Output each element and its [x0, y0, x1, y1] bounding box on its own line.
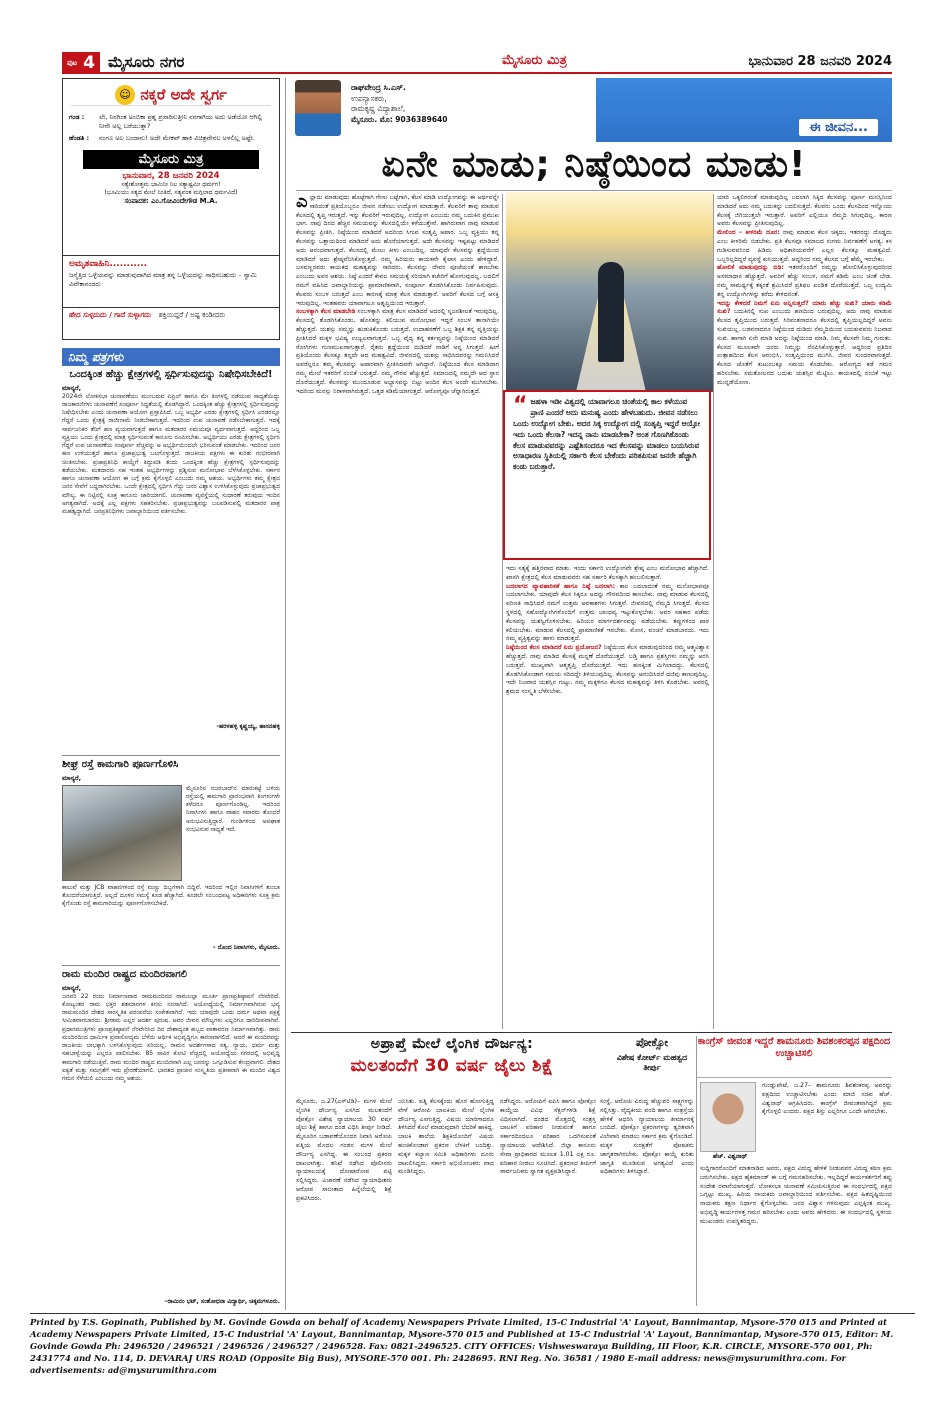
- news-headline-line1: ಅಪ್ರಾಪ್ತೆ ಮೇಲೆ ಲೈಂಗಿಕ ದೌರ್ಜನ್ಯ:: [370, 1036, 534, 1052]
- joke-box: [62, 78, 280, 256]
- quote-box: [62, 256, 280, 308]
- news-column-6: ಸುದ್ದಿಗಾರರೊಂದಿಗೆ ಮಾತನಾಡಿದ ಅವರು, ಪಕ್ಷದ ವಿರುದ್ಧ ಹೇಳಿಕೆ ನೀಡುವವರ ವಿರುದ್ಧ ಕಠಿಣ ಕ್ರಮ ಜರುಗಿಸಬೇಕು. ಪಕ್ಷದ ಹೈಕಮಾಂಡ್ ಈ ಬಗ್ಗೆ ಗಮನಹರಿಸಬೇಕು. ಇಲ್ಲದಿದ್ದರೆ ಕಾರ್ಯಕರ್ತರಿಗೆ ತಪ್ಪು ಸಂದೇಶ ರವಾನೆಯಾಗುತ್ತದೆ. ಲೋಕಸಭಾ ಚುನಾವಣೆ ಸಮೀಪಿಸುತ್ತಿರುವ ಈ ಸಂದರ್ಭದಲ್ಲಿ ಪಕ್ಷದ ಒಗ್ಗಟ್ಟು ಮುಖ್ಯ. ಹಿರಿಯ ನಾಯಕರು ಜವಾಬ್ದಾರಿಯಿಂದ ವರ್ತಿಸಬೇಕು. ಪಕ್ಷದ ಹಿತದೃಷ್ಟಿಯಿಂದ ನಾಯಕರು ತಕ್ಷಣ ನಿರ್ಧಾರ ಕೈಗೊಳ್ಳಬೇಕು. ಜನರ ವಿಶ್ವಾಸ ಗಳಿಸುವುದು ಎಲ್ಲಕ್ಕಿಂತ ಮುಖ್ಯ. ಅಭಿವೃದ್ಧಿ ಕಾರ್ಯಗಳತ್ತ ಗಮನ ಹರಿಸಬೇಕು ಎಂದು ಅವರು ಹೇಳಿದರು. ಈ ಸಂದರ್ಭದಲ್ಲಿ ಸ್ಥಳೀಯ ಮುಖಂಡರು ಉಪಸ್ಥಿತರಿದ್ದರು.: [700, 1165, 892, 1225]
- kicker-line2: ವಿಶೇಷ ಕೋರ್ಟ್ ಮಹತ್ವದ ತೀರ್ಪು: [616, 1053, 688, 1072]
- letters-section-header: ನಿಮ್ಮ ಪತ್ರಗಳು: [62, 348, 280, 366]
- letter-body-continued: ಕಾಲುವೆ ಮತ್ತು JCB ವಾಹನಗಳಿಂದ ರಸ್ತೆ ಮಣ್ಣು ದಿಬ್ಬಗಳಾಗಿ ಬಿದ್ದಿವೆ. ಇದರಿಂದ ಇಲ್ಲಿನ ನಿವಾಸಿಗಳಿಗೆ ತುಂಬಾ ತೊಂದರೆಯಾಗುತ್ತಿದೆ. ಅಲ್ಲದೆ ದೂಳಿನ ಸಮಸ್ಯೆ ಕೂಡ ಹೆಚ್ಚಾಗಿದೆ. ಕೂಡಲೇ ಸಂಬಂಧಪಟ್ಟ ಅಧಿಕಾರಿಗಳು ಸೂಕ್ತ ಕ್ರಮ ಕೈಗೊಂಡು ರಸ್ತೆ ಕಾಮಗಾರಿಯನ್ನು ಪೂರ್ಣಗೊಳಿಸಬೇಕಿದೆ.: [62, 883, 280, 908]
- news-column-1: ಮೈಸೂರು, ಜ.27(ಎಸ್‌ಟಿಡಿ)– ಮಗಳ ಮೇಲೆ ಲೈಂಗಿಕ ದೌರ್ಜನ್ಯ ಎಸಗಿದ ಮಲತಂದೆಗೆ ಪೋಕ್ಸೋ ವಿಶೇಷ ನ್ಯಾಯಾಲಯ 30 ವರ್ಷ ಜೈಲು ಶಿಕ್ಷೆ ಹಾಗೂ ದಂಡ ವಿಧಿಸಿ ತೀರ್ಪು ನೀಡಿದೆ. ಮೈಸೂರಿನ ಬಡಾವಣೆಯೊಂದರ ನಿವಾಸಿ ಆರೋಪಿ ಪತ್ನಿಯ ಮೊದಲ ಗಂಡನ ಮಗಳ ಮೇಲೆ ದೌರ್ಜನ್ಯ ಎಸಗಿದ್ದ. ಈ ಸಂಬಂಧ ಪ್ರಕರಣ ದಾಖಲಾಗಿತ್ತು. ತನಿಖೆ ನಡೆಸಿದ ಪೊಲೀಸರು ನ್ಯಾಯಾಲಯಕ್ಕೆ ದೋಷಾರೋಪ ಪಟ್ಟಿ ಸಲ್ಲಿಸಿದ್ದರು. ವಿಚಾರಣೆ ನಡೆಸಿದ ನ್ಯಾಯಾಧೀಶರು ಆರೋಪ ಸಾಬೀತಾದ ಹಿನ್ನೆಲೆಯಲ್ಲಿ ಶಿಕ್ಷೆ ಪ್ರಕಟಿಸಿದರು.: [296, 1098, 392, 1202]
- article-illustration: [506, 192, 713, 392]
- masthead-motto-translation: (ಭೂಮಿಯು ಸತ್ಯದ ಮೇಲೆ ನಿಂತಿದೆ, ಸತ್ಯವಂತ ಮಗ್ಗಿಲಾದ ಧರ್ಮವಿದೆ): [104, 189, 238, 197]
- joke-title: ☺ ನಕ್ಕರೆ ಅದೇ ಸ್ವರ್ಗ: [71, 85, 271, 106]
- author-phone: ಮೈಸೂರು. ಮೊ: 9036389640: [351, 115, 448, 125]
- column-tag: ಈ ಜೀವನ...: [799, 119, 878, 136]
- author-name: ರಾಘವೇಂದ್ರ ಸಿ.ಎಸ್.: [351, 83, 406, 92]
- quote-box-title: ಅಮೃತವಾಹಿನಿ...........: [69, 259, 148, 269]
- quote-box-text: ಜನ್ಮೆತ್ತಿದ ಒಳ್ಳೆಯವನ್ನು ಮಾಡುವುದಾಗಿದ ಮಾತ್ರ ತನ್ನ ಒಳ್ಳೆಯದನ್ನು ಸಾಧಿಸಬಹುದು – ಸ್ವಾಮಿ ವಿವೇಕಾನಂದರು: [69, 271, 257, 288]
- author-school: ರಾಮಕೃಷ್ಣ ವಿದ್ಯಾಶಾಲೆ,: [351, 104, 406, 114]
- author-photo: [295, 80, 341, 136]
- news-column-3: ನಡೆಸಿದ್ದರು. ಅರೋಪಿಗೆ ಐಪಿಸಿ ಹಾಗೂ ಪೋಕ್ಸೋ ಕಾಯ್ದೆಯ ವಿವಿಧ ಸೆಕ್ಷನ್‌ಗಳಡಿ ಶಿಕ್ಷೆ ವಿಧಿಸಲಾಗಿದೆ. ದಂಡದ ಮೊತ್ತದಲ್ಲಿ ಸಂತ್ರಸ್ತ ಬಾಲಕಿಗೆ ಪರಿಹಾರ ನೀಡುವಂತೆ ಹಾಗೂ ಸರ್ಕಾರದಿಂದಲೂ ಪರಿಹಾರ ಒದಗಿಸುವಂತೆ ನ್ಯಾಯಾಲಯ ಆದೇಶಿಸಿದೆ. ಜಿಲ್ಲಾ ಕಾನೂನು ಸೇವಾ ಪ್ರಾಧಿಕಾರದ ಮೂಲಕ 1.01 ಲಕ್ಷ ರೂ. ಪರಿಹಾರ ನೀಡಲು ಸೂಚಿಸಿದೆ. ಪ್ರಕರಣದ ತೀರ್ಪಿಗೆ ಸಾರ್ವಜನಿಕರು ಸ್ವಾಗತ ವ್ಯಕ್ತಪಡಿಸಿದ್ದಾರೆ.: [500, 1098, 596, 1176]
- kicker-line1: ಪೋಕ್ಸೋ: [635, 1036, 669, 1049]
- laughing-face-icon: ☺: [115, 85, 135, 105]
- letter-item: [62, 366, 280, 756]
- author-byline: [291, 78, 591, 138]
- masthead-motto: ಸತ್ಯೇಶೋತ್ತಮ ಭಾಮಿನೀ ನಿಲ ಸತ್ಯಾಷ್ಟಮೀ ಧರ್ಮಗ!: [121, 181, 221, 189]
- article-column-1: ಎಲ್ಲಾದು ಮಾಡುವುದು ಹೊಟ್ಟೆಗಾಗಿ ಗೇಣು ಬಟ್ಟೆಗಾಗಿ, ಕೆಲಸ ಮಾಡಿ ಉದ್ಯೋಗವನ್ನು ಈ ಅರ್ಥವನ್ನೇ ಸಾರಿದಂತೆ ಪ್ರತಿಯೊಬ್ಬರೂ ಜೀವನ ನಡೆಸಲು ಉದ್ಯೋಗ ಮಾಡುತ್ತಾರೆ. ಕೆಲವರಿಗೆ ತಾವು ಮಾಡುವ ಕೆಲಸದಲ್ಲಿ ತೃಪ್ತಿ ಇರುತ್ತದೆ. ಇನ್ನು ಕೆಲವರಿಗೆ ಇರುವುದಿಲ್ಲ. ಉದ್ಯೋಗ ಎಂಬುದು ನಮ್ಮ ಬದುಕಿನ ಪ್ರಮುಖ ಭಾಗ. ನಾವು ದಿನದ ಹೆಚ್ಚಿನ ಸಮಯವನ್ನು ಕೆಲಸದಲ್ಲಿಯೇ ಕಳೆಯುತ್ತೇವೆ. ಹಾಗಿರುವಾಗ ನಾವು ಮಾಡುವ ಕೆಲಸವನ್ನು ಪ್ರೀತಿಸಿ, ನಿಷ್ಠೆಯಿಂದ ಮಾಡಿದರೆ ಅದರಿಂದ ಸಿಗುವ ಸಂತೃಪ್ತಿ ಅಪಾರ. ಒಬ್ಬ ವ್ಯಕ್ತಿಯು ತನ್ನ ಕೆಲಸವನ್ನು ಒತ್ತಾಯದಿಂದ ಮಾಡಿದರೆ ಅದು ಹೊರೆಯಾಗುತ್ತದೆ. ಅದೇ ಕೆಲಸವನ್ನು ಇಷ್ಟಪಟ್ಟು ಮಾಡಿದರೆ ಅದು ಆನಂದವಾಗುತ್ತದೆ. ಕೆಲಸದಲ್ಲಿ ಮೇಲು ಕೀಳು ಎಂಬುದಿಲ್ಲ. ಯಾವುದೇ ಕೆಲಸವನ್ನು ಶ್ರದ್ಧೆಯಿಂದ ಮಾಡಿದರೆ ಅದು ಶ್ರೇಷ್ಠವೆನಿಸಿಕೊಳ್ಳುತ್ತದೆ. ನಮ್ಮ ಹಿರಿಯರು ಕಾಯಕವೇ ಕೈಲಾಸ ಎಂದು ಹೇಳಿದ್ದಾರೆ. ಬಸವಣ್ಣನವರು ಕಾಯಕದ ಮಹತ್ವವನ್ನು ಸಾರಿದರು. ಕೆಲಸವನ್ನು ದೇವರ ಪೂಜೆಯಂತೆ ಕಾಣಬೇಕು ಎಂಬುದು ಅವರ ಆಶಯ. ನಿಷ್ಠೆ ಎಂದರೆ ಕೇವಲ ಸಮಯಕ್ಕೆ ಸರಿಯಾಗಿ ಕಚೇರಿಗೆ ಹೋಗುವುದಲ್ಲ. ಬದಲಿಗೆ ನಮಗೆ ವಹಿಸಿದ ಜವಾಬ್ದಾರಿಯನ್ನು ಪ್ರಾಮಾಣಿಕವಾಗಿ, ಸಂಪೂರ್ಣ ತೊಡಗಿಸಿಕೊಂಡು ನಿರ್ವಹಿಸುವುದು. ಕೆಲವರು ಸಂಬಳ ಬರುತ್ತದೆ ಎಂಬ ಕಾರಣಕ್ಕೆ ಮಾತ್ರ ಕೆಲಸ ಮಾಡುತ್ತಾರೆ. ಅವರಿಗೆ ಕೆಲಸದ ಬಗ್ಗೆ ಆಸಕ್ತಿ ಇರುವುದಿಲ್ಲ. ಇಂತಹವರು ಯಾವಾಗಲೂ ಅತೃಪ್ತಿಯಿಂದ ಇರುತ್ತಾರೆ. ಸಂಬಳಕ್ಕಾಗಿ ಕೆಲಸ ಮಾಡಬೇಡಿ ಸಂಬಳಕ್ಕಾಗಿ ಮಾತ್ರ ಕೆಲಸ ಮಾಡಿದರೆ ಅದರಲ್ಲಿ ಸೃಜನಶೀಲತೆ ಇರುವುದಿಲ್ಲ. ಕೆಲಸದಲ್ಲಿ ತೊಡಗಿಸಿಕೊಂಡು, ಹೊಸತನ್ನು ಕಲಿಯುವ ಮನೋಭಾವ ಇದ್ದರೆ ಸಂಬಳ ತಾನಾಗಿಯೇ ಹೆಚ್ಚುತ್ತದೆ. ಯಶಸ್ಸು ನಮ್ಮನ್ನು ಹುಡುಕಿಕೊಂಡು ಬರುತ್ತದೆ. ಉದಾಹರಣೆಗೆ ಒಬ್ಬ ಶಿಕ್ಷಕ ತನ್ನ ವೃತ್ತಿಯನ್ನು ಪ್ರೀತಿಸಿದರೆ ಮಕ್ಕಳ ಭವಿಷ್ಯ ಉಜ್ವಲವಾಗುತ್ತದೆ. ಒಬ್ಬ ವೈದ್ಯ ತನ್ನ ಕರ್ತವ್ಯವನ್ನು ನಿಷ್ಠೆಯಿಂದ ಮಾಡಿದರೆ ರೋಗಿಗಳು ಗುಣಮುಖರಾಗುತ್ತಾರೆ. ರೈತನು ಶ್ರದ್ಧೆಯಿಂದ ದುಡಿದರೆ ನಾಡಿಗೆ ಅನ್ನ ಸಿಗುತ್ತದೆ. ಹೀಗೆ ಪ್ರತಿಯೊಂದು ಕೆಲಸಕ್ಕೂ ತನ್ನದೇ ಆದ ಮಹತ್ವವಿದೆ. ಜೀವನದಲ್ಲಿ ಯಶಸ್ಸು ಸಾಧಿಸಿದವರನ್ನು ಗಮನಿಸಿದರೆ ಅವರೆಲ್ಲರೂ ತಮ್ಮ ಕೆಲಸವನ್ನು ಅಪಾರವಾಗಿ ಪ್ರೀತಿಸಿದವರೇ ಆಗಿದ್ದಾರೆ. ನಿಷ್ಠೆಯಿಂದ ಕೆಲಸ ಮಾಡಿದಾಗ ನಮ್ಮ ಮೇಲೆ ಇತರರಿಗೆ ನಂಬಿಕೆ ಬರುತ್ತದೆ. ನಮ್ಮ ಗೌರವ ಹೆಚ್ಚುತ್ತದೆ. ಸಮಾಜದಲ್ಲಿ ನಮ್ಮದೇ ಆದ ಸ್ಥಾನ ದೊರೆಯುತ್ತದೆ. ಕೆಲಸವನ್ನು ಮುಂದೂಡುವ ಅಭ್ಯಾಸವನ್ನು ಬಿಟ್ಟು ಅಂದಿನ ಕೆಲಸ ಅಂದೇ ಮುಗಿಸಬೇಕು. ಇದರಿಂದ ಮನಸ್ಸು ನಿರಾಳವಾಗಿರುತ್ತದೆ. ಒತ್ತಡ ಕಡಿಮೆಯಾಗುತ್ತದೆ. ಆರೋಗ್ಯವೂ ಚೆನ್ನಾಗಿರುತ್ತದೆ.: [296, 194, 499, 395]
- proverb-box: [62, 308, 280, 340]
- letter-signature: -ಹರಳಹಳ್ಳಿ ಕೃಷ್ಣಯ್ಯ, ಹಾಸನಹಳ್ಳಿ: [216, 722, 280, 730]
- author-details: [351, 82, 448, 126]
- letter-title: ಶೀಘ್ರ ರಸ್ತೆ ಕಾಮಗಾರಿ ಪೂರ್ಣಗೊಳಿಸಿ: [62, 759, 179, 770]
- news-story-headline-2: ಕಾಂಗ್ರೆಸ್ ಜೀವಂತ ಇದ್ದರೆ ಶಾಮನೂರು ಶಿವಶಂಕರಪ್ಪನ ಪಕ್ಷದಿಂದ ಉಚ್ಚಾಟಿಸಲಿ: [696, 1036, 892, 1078]
- road-works-photo: [62, 785, 182, 881]
- editor-line: ಸಂಪಾದಕ: ಎಂ.ಗೋವಿಂದೇಗೌಡ M.A.: [124, 197, 218, 206]
- article-subhead: ಬದಲಾಗದ ವ್ಯಾವಹಾರಿಕತೆ ಹಾಗೂ ನಿಷ್ಠೆ ಬದಲಾಗಿ:: [506, 582, 616, 590]
- news-column-2: ಜನಿಸಿತು. ಪತ್ನಿ ಕೆಲಸಕ್ಕೆಂದು ಹೊರ ಹೋಗುತ್ತಿದ್ದ ವೇಳೆ ಆರೋಪಿ ಬಾಲಕಿಯ ಮೇಲೆ ಲೈಂಗಿಕ ದೌರ್ಜನ್ಯ ಎಸಗುತ್ತಿದ್ದ. ವಿಷಯ ಯಾರಿಗಾದರೂ ತಿಳಿಸಿದರೆ ಕೊಲೆ ಮಾಡುವುದಾಗಿ ಬೆದರಿಕೆ ಹಾಕಿದ್ದ. ಬಾಲಕಿ ಶಾಲೆಯ ಶಿಕ್ಷಕಿಯೊಂದಿಗೆ ವಿಷಯ ಹಂಚಿಕೊಂಡಾಗ ಪ್ರಕರಣ ಬೆಳಕಿಗೆ ಬಂದಿತ್ತು. ಮಕ್ಕಳ ಕಲ್ಯಾಣ ಸಮಿತಿ ಅಧಿಕಾರಿಗಳು ದೂರು ದಾಖಲಿಸಿದ್ದರು. ಸರ್ಕಾರಿ ಅಭಿಯೋಜಕರು ವಾದ ಮಂಡಿಸಿದ್ದರು.: [398, 1098, 494, 1176]
- article-column-2: ಇದು ಸತ್ಯಕ್ಕೆ ಹತ್ತಿರವಾದ ಮಾತು. ಇಂದು ಸರ್ಕಾರಿ ಉದ್ಯೋಗವೇ ಶ್ರೇಷ್ಠ ಎಂಬ ಮನೋಭಾವ ಹೆಚ್ಚಾಗಿದೆ. ಖಾಸಗಿ ಕ್ಷೇತ್ರದಲ್ಲಿ ಕೆಲಸ ಮಾಡುವವರು ಸಹ ಸರ್ಕಾರಿ ಕೆಲಸಕ್ಕಾಗಿ ಹಂಬಲಿಸುತ್ತಾರೆ. ಬದಲಾಗದ ವ್ಯಾವಹಾರಿಕತೆ ಹಾಗೂ ನಿಷ್ಠೆ ಬದಲಾಗಿ: ಕಾಲ ಬದಲಾದಂತೆ ನಮ್ಮ ಮನೋಭಾವವೂ ಬದಲಾಗಬೇಕು. ಯಾವುದೇ ಕೆಲಸ ಸಿಕ್ಕರೂ ಅದನ್ನು ಗೌರವದಿಂದ ಕಾಣಬೇಕು. ನಾವು ಮಾಡುವ ಕೆಲಸದಲ್ಲಿ ಪರಿಣತಿ ಸಾಧಿಸಿದರೆ ನಮಗೆ ಉತ್ತಮ ಅವಕಾಶಗಳು ಸಿಗುತ್ತವೆ. ಜೀವನದಲ್ಲಿ ನೆಮ್ಮದಿ ಸಿಗುತ್ತದೆ. ಕೆಲಸದ ಸ್ಥಳದಲ್ಲಿ ಸಹೋದ್ಯೋಗಿಗಳೊಂದಿಗೆ ಉತ್ತಮ ಬಾಂಧವ್ಯ ಇಟ್ಟುಕೊಳ್ಳಬೇಕು. ಅವರ ಸಹಕಾರ ಪಡೆದು ಕೆಲಸವನ್ನು ಯಶಸ್ವಿಗೊಳಿಸಬೇಕು. ಹಿರಿಯರ ಮಾರ್ಗದರ್ಶನವನ್ನು ಪಡೆಯಬೇಕು. ತಪ್ಪುಗಳಿಂದ ಪಾಠ ಕಲಿಯಬೇಕು. ಮಾಡುವ ಕೆಲಸದಲ್ಲಿ ಪ್ರಾಮಾಣಿಕತೆ ಇರಬೇಕು. ಮೋಸ, ವಂಚನೆ ಮಾಡಬಾರದು. ಇದು ನಮ್ಮ ವ್ಯಕ್ತಿತ್ವವನ್ನು ಹಾಳು ಮಾಡುತ್ತದೆ. ನಿಷ್ಠೆಯಿಂದ ಕೆಲಸ ಮಾಡಿದರೆ ಏನು ಪ್ರಯೋಜನ? ನಿಷ್ಠೆಯಿಂದ ಕೆಲಸ ಮಾಡುವುದರಿಂದ ನಮ್ಮ ಆತ್ಮವಿಶ್ವಾಸ ಹೆಚ್ಚುತ್ತದೆ. ನಾವು ಮಾಡಿದ ಕೆಲಸಕ್ಕೆ ಮನ್ನಣೆ ದೊರೆಯುತ್ತದೆ. ಬಡ್ತಿ ಹಾಗೂ ಪ್ರಶಸ್ತಿಗಳು ನಮ್ಮನ್ನು ಅರಸಿ ಬರುತ್ತವೆ. ಮುಖ್ಯವಾಗಿ ಆತ್ಮತೃಪ್ತಿ ದೊರೆಯುತ್ತದೆ. ಇದು ಹಣಕ್ಕಿಂತ ಮಿಗಿಲಾದದ್ದು. ಕೆಲಸದಲ್ಲಿ ತೊಡಗಿಸಿಕೊಂಡಾಗ ಸಮಯ ಸರಿದದ್ದೇ ತಿಳಿಯುವುದಿಲ್ಲ. ಕೆಲಸವನ್ನು ಆನಂದಿಸಿದರೆ ದಣಿವು ಕಾಣುವುದಿಲ್ಲ. ಇದೇ ನಿಜವಾದ ಯಶಸ್ಸಿನ ಗುಟ್ಟು. ನಮ್ಮ ಮಕ್ಕಳಿಗೂ ಕೆಲಸದ ಮಹತ್ವವನ್ನು ತಿಳಿಸಿ ಕೊಡಬೇಕು. ಅವರಲ್ಲಿ ಶ್ರಮದ ಸಂಸ್ಕೃತಿ ಬೆಳೆಸಬೇಕು.: [506, 565, 709, 696]
- masthead-logo: ಮೈಸೂರು ಮಿತ್ರ: [83, 150, 259, 169]
- letter-signature: –ರಾಮಿನಂ ಭಟ್, ಸಂಶೋಧನಾ ವಿದ್ಯಾರ್ಥಿ, ಚಿಕ್ಕಮಗಳೂರು.: [164, 1297, 280, 1305]
- news-kicker: [610, 1036, 694, 1094]
- publisher-imprint: Printed by T.S. Gopinath, Published by M. Govinde Gowda on behalf of Academy Newspapers Private Limited, 15-C Industrial 'A' Layout, Bannimantap, Mysore-570 015 and Printed at Academy Newspapers Private Limited, 15-C Industrial 'A' Layout, Bannimantap, Mysore-570 015 and Published at 15-C Industrial 'A' Layout, Bannimantap, Mysore-570 015, Editor: M. Govinde Gowda Ph: 2496520 / 2496521 / 2496526 / 2496527 / 2496528. Fax: 0821-2496525. CITY OFFICES: Vishweswaraya Building, III Floor, K.R. CIRCLE, MYSORE-570 001, Ph: 2431774 and No. 114, D. DEVARAJ URS ROAD (Opposite Big Bus), MYSORE-570 001. Ph: 2428695. RNI Reg. No. 36581 / 1980 E-mail address: news@mysurumithra.com. For advertisements: ad@mysurumithra.com: [30, 1313, 915, 1395]
- letter-salutation: ಮಾನ್ಯರೆ,: [62, 383, 82, 392]
- quote-mark-icon: “: [513, 393, 528, 418]
- pull-quote: “ ಜಹಳಾ ಇಡೀ ವಿಶ್ವದಲ್ಲಿ ಯಾವಾಗಲೂ ಚಿಂತೆಯಲ್ಲಿ ಕಾಲ ಕಳೆಯುವ ಪ್ರಾಣಿ ಎಂದರೆ ಅದು ಮನುಷ್ಯ ಎಂದು ಹೇಳಬಹುದು. ಜೀವನ ನಡೆಸಲು ಒಂದು ಉದ್ಯೋಗ ಬೇಕು. ಅದರ ಸಿಕ್ಕ ಉದ್ಯೋಗ ದಲ್ಲಿ ಸಂತೃಪ್ತಿ ಇದ್ದರೆ ಆಯ್ತೋ ಇದು ಒಂದು ಕೆಲಸಾ? ಇದನ್ನ ನಾನು ಮಾಡಬೇಕಾ? ಅಂತ ಗೊಣಗಿಕೊಂಡು ಕೆಲಸ ಮಾಡುವವರನ್ನು ಎಷ್ಟೆಶಿಸಂದರೂ ಇದ ಕೆಲಸವನ್ನು ಮಾಡಲು ಬಯಸಿರುವ ಅಸಾಧಾರಣ ಸ್ಥಿತಿಯಲ್ಲಿ ಸರ್ಕಾರಿ ಕೆಲಸ ಬೇಕೆಂದು ಪರಿತಪಿಸುವ ಜನರೇ ಹೆಚ್ಚಾಗಿ ಕಂಡು ಬರುತ್ತಾರೆ.: [503, 390, 711, 560]
- section-title: ಮೈಸೂರು ನಗರ: [108, 53, 185, 71]
- letter-body: ಮೈಸೂರಿನ ನಜರಬಾದ್‌ನ ಮಾರುಕಟ್ಟೆ ಬಳಿಯ ರಸ್ತೆಯಲ್ಲಿ ಕಾಮಗಾರಿ ಪ್ರಾರಂಭವಾಗಿ ತಿಂಗಳುಗಳೇ ಕಳೆದರೂ ಪೂರ್ಣಗೊಂಡಿಲ್ಲ. ಇದರಿಂದ ನಿವಾಸಿಗಳು ಹಾಗೂ ವಾಹನ ಸವಾರರು ತೊಂದರೆ ಅನುಭವಿಸುತ್ತಿದ್ದಾರೆ. ಗುಂಡಿಗಳಿಂದ ಅಪಘಾತ ಸಂಭವಿಸುವ ಸಾಧ್ಯತೆ ಇದೆ.: [186, 784, 280, 833]
- letter-title: ರಾಮ ಮಂದಿರ ರಾಷ್ಟ್ರದ ಮಂದಿರವಾಗಲಿ: [62, 969, 187, 980]
- article-subhead: ನಿಷ್ಠೆಯಿಂದ ಕೆಲಸ ಮಾಡಿದರೆ ಏನು ಪ್ರಯೋಜನ?: [506, 644, 602, 652]
- proverb-right: ಶಕ್ತಿಯಿದ್ದರೆ / ಅಷ್ಟ ಕಂಡೀದರು: [158, 311, 226, 319]
- headline-rule: [296, 190, 892, 191]
- article-headline: ಏನೇ ಮಾಡು; ನಿಷ್ಠೆಯಿಂದ ಮಾಡು!: [381, 144, 807, 185]
- politician-photo: [700, 1082, 756, 1152]
- article-subhead: ಇದನ್ನು ಕೇಳಿದರೆ ನಿಮಗೆ ಏನು ಅನ್ನಿಸುತ್ತದೆ? ಯಾರು ಹೆಚ್ಚು ಸುಖಿ? ಯಾರು ಕಡಿಮೆ ಸುಖಿ?: [717, 299, 892, 316]
- letter-salutation: ಮಾನ್ಯರೆ,: [62, 983, 82, 992]
- article-column-3: ಯಾರಿ ಒಕ್ಕಲಿಗರಂತೆ ಮಾಡುವುದಿಲ್ಲ ಬದಲಾಗಿ ಸಿಕ್ಕಿದ ಕೆಲಸವನ್ನು ಪೂರ್ಣ ಮನಸ್ಸಿನಿಂದ ಮಾಡಿದರೆ ಅದು ನಮ್ಮ ಬದುಕನ್ನು ಬದಲಿಸುತ್ತದೆ. ಕೆಲವರು ಒಂದು ಕೆಲಸದಿಂದ ಇನ್ನೊಂದು ಕೆಲಸಕ್ಕೆ ಜಿಗಿಯುತ್ತಲೇ ಇರುತ್ತಾರೆ. ಅವರಿಗೆ ಎಲ್ಲಿಯೂ ನೆಮ್ಮದಿ ಸಿಗುವುದಿಲ್ಲ. ಕಾರಣ ಅವರು ಕೆಲಸವನ್ನು ಪ್ರೀತಿಸುವುದಿಲ್ಲ. ಮೇಲಿಂದ – ಕೀಳರಿಮೆ ದೂರ: ನಾವು ಮಾಡುವ ಕೆಲಸ ಚಿಕ್ಕದು, ಇತರರದ್ದು ದೊಡ್ಡದು ಎಂಬ ಕೀಳರಿಮೆ ಬಿಡಬೇಕು. ಪ್ರತಿ ಕೆಲಸವೂ ಸಮಾಜದ ಸುಗಮ ನಿರ್ವಹಣೆಗೆ ಅಗತ್ಯ. ಕಸ ಗುಡಿಸುವವನಿಂದ ಹಿಡಿದು ಅಧಿಕಾರಿಯವರೆಗೆ ಎಲ್ಲರ ಕೆಲಸಕ್ಕೂ ಮಹತ್ವವಿದೆ. ಒಬ್ಬರಿಲ್ಲದಿದ್ದರೆ ವ್ಯವಸ್ಥೆ ಕುಸಿಯುತ್ತದೆ. ಆದ್ದರಿಂದ ನಮ್ಮ ಕೆಲಸದ ಬಗ್ಗೆ ಹೆಮ್ಮೆ ಇರಬೇಕು. ಹೋಲಿಕೆ ಮಾಡುವುದನ್ನು ಬಿಡಿ: ಇತರರೊಂದಿಗೆ ನಮ್ಮನ್ನು ಹೋಲಿಸಿಕೊಳ್ಳುವುದರಿಂದ ಅಸಮಾಧಾನ ಹೆಚ್ಚುತ್ತದೆ. ಅವರಿಗೆ ಹೆಚ್ಚು ಸಂಬಳ, ನಮಗೆ ಕಡಿಮೆ ಎಂಬ ಚಿಂತೆ ಬೇಡ. ನಮ್ಮ ಸಾಮರ್ಥ್ಯಕ್ಕೆ ತಕ್ಕಂತೆ ಶ್ರಮಿಸಿದರೆ ಪ್ರತಿಫಲ ಖಂಡಿತ ದೊರೆಯುತ್ತದೆ. ಒಬ್ಬ ಉದ್ಯಮಿ ತನ್ನ ಉದ್ಯೋಗಿಗಳನ್ನು ಕರೆದು ಕೇಳಿದನಂತೆ. ಇದನ್ನು ಕೇಳಿದರೆ ನಿಮಗೆ ಏನು ಅನ್ನಿಸುತ್ತದೆ? ಯಾರು ಹೆಚ್ಚು ಸುಖಿ? ಯಾರು ಕಡಿಮೆ ಸುಖಿ? ಬದುಕಿನಲ್ಲಿ ಸುಖ ಎಂಬುದು ಹಣದಿಂದ ಬರುವುದಿಲ್ಲ. ಅದು ನಾವು ಮಾಡುವ ಕೆಲಸದ ತೃಪ್ತಿಯಿಂದ ಬರುತ್ತದೆ. ಸಿರಿವಂತನಾದರೂ ಕೆಲಸದಲ್ಲಿ ತೃಪ್ತಿಯಿಲ್ಲದಿದ್ದರೆ ಅವನು ಸುಖಿಯಲ್ಲ. ಬಡವನಾದರೂ ನಿಷ್ಠೆಯಿಂದ ದುಡಿದು ನೆಮ್ಮದಿಯಿಂದ ಬದುಕುವವನು ನಿಜವಾದ ಸುಖಿ. ಹಾಗಾಗಿ ಏನೇ ಮಾಡಿ ಅದನ್ನು ನಿಷ್ಠೆಯಿಂದ ಮಾಡಿ. ನಿಮ್ಮ ಕೆಲಸವೇ ನಿಮ್ಮ ಗುರುತು. ಕೆಲಸದ ಮೂಲಕವೇ ಜನರು ನಿಮ್ಮನ್ನು ನೆನಪಿಸಿಕೊಳ್ಳುತ್ತಾರೆ. ಆದ್ದರಿಂದ ಪ್ರತಿದಿನ ಉತ್ಸಾಹದಿಂದ ಕೆಲಸ ಆರಂಭಿಸಿ, ಸಂತೃಪ್ತಿಯಿಂದ ಮುಗಿಸಿ. ಜೀವನ ಸುಂದರವಾಗುತ್ತದೆ. ಕೆಲಸದ ಜೊತೆಗೆ ಕುಟುಂಬಕ್ಕೂ ಸಮಯ ಕೊಡಬೇಕು. ಆರೋಗ್ಯದ ಕಡೆ ಗಮನ ಹರಿಸಬೇಕು. ಸಮತೋಲನದ ಬದುಕು ಯಶಸ್ಸಿನ ಮೆಟ್ಟಿಲು. ಕಾಯಕದಲ್ಲಿ ನಂಬಿಕೆ ಇಟ್ಟು ಮುನ್ನಡೆಯೋಣ.: [717, 194, 892, 386]
- letter-title: ಒಂದಕ್ಕಿಂತ ಹೆಚ್ಚು ಕ್ಷೇತ್ರಗಳಲ್ಲಿ ಸ್ಪರ್ಧಿಸುವುದನ್ನು ನಿಷೇಧಿಸಬೇಕಿದೆ!: [69, 369, 273, 380]
- masthead-date: ಭಾನುವಾರ, 28 ಜನವರಿ 2024: [122, 171, 220, 182]
- proverb-left: ಹೇದ ಸುಳ್ಳದುದು / ಗಾದೆ ಸುಳ್ಳಾಗದು: [69, 311, 151, 319]
- letter-salutation: ಮಾನ್ಯರೆ,: [62, 773, 82, 782]
- article-subhead: ಮೇಲಿಂದ – ಕೀಳರಿಮೆ ದೂರ:: [717, 229, 780, 237]
- letter-body: 2024ನೇ ಲೋಕಸಭಾ ಚುನಾವಣೆಯು ಮುಂಬರುವ ಏಪ್ರಿಲ್ ಹಾಗೂ ಮೇ ತಿಂಗಳಲ್ಲಿ ನಡೆಯುವ ಸಾಧ್ಯತೆಯಿದ್ದು ರಾಜಕಾರಣಿಗಳು ಚುನಾವಣೆಗೆ ಸಂಪೂರ್ಣ ಸಿದ್ಧತೆಯಲ್ಲಿ ತೊಡಗಿದ್ದಾರೆ. ಒಂದಕ್ಕಿಂತ ಹೆಚ್ಚು ಕ್ಷೇತ್ರಗಳಲ್ಲಿ ಸ್ಪರ್ಧಿಸುವುದನ್ನು ನಿಷೇಧಿಸಬೇಕು ಎಂದು ಚುನಾವಣಾ ಆಯೋಗ ಪ್ರಸ್ತಾಪಿಸಿದೆ. ಒಬ್ಬ ಅಭ್ಯರ್ಥಿ ಎರಡು ಕ್ಷೇತ್ರಗಳಲ್ಲಿ ಸ್ಪರ್ಧಿಸಿ ಎರಡರಲ್ಲೂ ಗೆದ್ದರೆ ಒಂದು ಕ್ಷೇತ್ರಕ್ಕೆ ರಾಜೀನಾಮೆ ನೀಡಬೇಕಾಗುತ್ತದೆ. ಇದರಿಂದ ಉಪ ಚುನಾವಣೆ ನಡೆಸಬೇಕಾಗುತ್ತದೆ. ಇದಕ್ಕೆ ಸಾರ್ವಜನಿಕರ ತೆರಿಗೆ ಹಣ ವ್ಯಯವಾಗುತ್ತದೆ ಹಾಗೂ ಮತದಾರರ ಸಮಯವೂ ವ್ಯರ್ಥವಾಗುತ್ತದೆ. ಆದ್ದರಿಂದ ಒಬ್ಬ ವ್ಯಕ್ತಿಯು ಒಂದು ಕ್ಷೇತ್ರದಲ್ಲಿ ಮಾತ್ರ ಸ್ಪರ್ಧಿಸುವಂತೆ ಕಾನೂನು ರೂಪಿಸಬೇಕು. ಅಭ್ಯರ್ಥಿಯು ಎರಡು ಕ್ಷೇತ್ರಗಳಲ್ಲಿ ಸ್ಪರ್ಧಿಸಿ ಗೆದ್ದರೆ ಉಪ ಚುನಾವಣೆಯ ಸಂಪೂರ್ಣ ವೆಚ್ಚವನ್ನು ಆ ಅಭ್ಯರ್ಥಿಯಿಂದಲೇ ಭರಿಸುವಂತೆ ಮಾಡಬೇಕು. ಇದರಿಂದ ಜನರ ಹಣ ಉಳಿಯುತ್ತದೆ ಹಾಗೂ ಪ್ರಜಾಪ್ರಭುತ್ವ ಬಲಗೊಳ್ಳುತ್ತದೆ. ರಾಜಕೀಯ ಪಕ್ಷಗಳು ಈ ಕುರಿತು ಗಂಭೀರವಾಗಿ ಚಿಂತಿಸಬೇಕು. ಪ್ರಜಾಪ್ರತಿನಿಧಿ ಕಾಯ್ದೆಗೆ ತಿದ್ದುಪಡಿ ತಂದು ಒಂದಕ್ಕಿಂತ ಹೆಚ್ಚು ಕ್ಷೇತ್ರಗಳಲ್ಲಿ ಸ್ಪರ್ಧಿಸುವುದನ್ನು ತಡೆಯಬೇಕು. ಮತದಾರರು ಸಹ ಇಂತಹ ಅಭ್ಯರ್ಥಿಗಳನ್ನು ಪ್ರಶ್ನಿಸುವ ಮನೋಭಾವ ಬೆಳೆಸಿಕೊಳ್ಳಬೇಕು. ಸರ್ಕಾರ ಹಾಗೂ ಚುನಾವಣಾ ಆಯೋಗ ಈ ಬಗ್ಗೆ ಕ್ರಮ ಕೈಗೊಳ್ಳಲಿ ಎಂಬುದು ನಮ್ಮ ಆಶಯ. ಅಭ್ಯರ್ಥಿಗಳು ತಮ್ಮ ಕ್ಷೇತ್ರದ ಜನರ ಸೇವೆಗೆ ಬದ್ಧರಾಗಿರಬೇಕು. ಒಂದೇ ಕ್ಷೇತ್ರದಲ್ಲಿ ಸ್ಪರ್ಧಿಸಿ ಗೆದ್ದು ಜನರ ವಿಶ್ವಾಸ ಉಳಿಸಿಕೊಳ್ಳುವುದು ಪ್ರಜಾಪ್ರಭುತ್ವದ ಮೌಲ್ಯ. ಈ ನಿಟ್ಟಿನಲ್ಲಿ ಸೂಕ್ತ ಕಾನೂನು ಜಾರಿಯಾಗಲಿ. ಚುನಾವಣಾ ವ್ಯವಸ್ಥೆಯಲ್ಲಿ ಸುಧಾರಣೆ ತರುವುದು ಇಂದಿನ ಅಗತ್ಯವಾಗಿದೆ. ಅದಕ್ಕೆ ಎಲ್ಲ ಪಕ್ಷಗಳು ಸಹಕರಿಸಬೇಕು. ಪ್ರಜಾಪ್ರಭುತ್ವವನ್ನು ಬಲಪಡಿಸುವಲ್ಲಿ ಮತದಾರರ ಪಾತ್ರ ಮಹತ್ವದ್ದಾಗಿದೆ. ಜನಪ್ರತಿನಿಧಿಗಳು ಜವಾಬ್ದಾರಿಯಿಂದ ವರ್ತಿಸಬೇಕು.: [62, 392, 280, 516]
- issue-date: ಭಾನುವಾರ 28 ಜನವರಿ 2024: [748, 54, 892, 69]
- page-number-badge: $^{ಪುಟ}$ 4: [62, 52, 100, 74]
- letter-signature: – ನೊಂದ ನಿವಾಸಿಗಳು, ಮೈಸೂರು.: [212, 943, 280, 951]
- column-banner: [596, 78, 892, 142]
- letter-body: ಜನವರಿ 22 ರಂದು ನಿರ್ಮಾಣವಾದ ರಾಮಮಂದಿರದ ರಾಮಲಲ್ಲಾ ಮೂರ್ತಿ ಪ್ರಾಣಪ್ರತಿಷ್ಠಾಪನೆ ನೆರವೇರಿದೆ. ಕೋಟ್ಯಂತರ ರಾಮ ಭಕ್ತರ ಶತಮಾನಗಳ ಕನಸು ನನಸಾಗಿದೆ. ಅಯೋಧ್ಯೆಯಲ್ಲಿ ನಿರ್ಮಾಣವಾಗಿರುವ ಭವ್ಯ ರಾಮಮಂದಿರ ದೇಶದ ಸಾಂಸ್ಕೃತಿಕ ಪರಂಪರೆಯ ಸಂಕೇತವಾಗಿದೆ. ಇದು ಯಾವುದೇ ಒಂದು ಧರ್ಮ ಅಥವಾ ಪಕ್ಷಕ್ಕೆ ಸೀಮಿತವಾಗಬಾರದು. ಶ್ರೀರಾಮ ಎಲ್ಲರ ಆದರ್ಶ ಪುರುಷ. ಅವರ ಜೀವನ ಮೌಲ್ಯಗಳು ಎಲ್ಲರಿಗೂ ದಾರಿದೀಪವಾಗಿವೆ. ಪ್ರಧಾನಮಂತ್ರಿಗಳು ಪ್ರಾಣಪ್ರತಿಷ್ಠಾಪನೆ ನೆರವೇರಿಸಿದ ದಿನ ದೇಶಾದ್ಯಂತ ಹಬ್ಬದ ವಾತಾವರಣ ನಿರ್ಮಾಣವಾಗಿತ್ತು. ರಾಮ ಮಂದಿರದಿಂದ ಧಾರ್ಮಿಕ ಪ್ರವಾಸೋದ್ಯಮ ಬೆಳೆದು ಆರ್ಥಿಕ ಅಭಿವೃದ್ಧಿಗೂ ಕಾರಣವಾಗಲಿದೆ. ಆದರೆ ಈ ಮಂದಿರವನ್ನು ರಾಜಕೀಯ ಲಾಭಕ್ಕಾಗಿ ಬಳಸಿಕೊಳ್ಳುವುದು ಸರಿಯಲ್ಲ. ರಾಮನ ಆದರ್ಶಗಳಾದ ಸತ್ಯ, ನ್ಯಾಯ, ಧರ್ಮ ಮತ್ತು ಸಹಬಾಳ್ವೆಯನ್ನು ಎಲ್ಲರೂ ಪಾಲಿಸಬೇಕು. 85 ಸಾವಿರ ಕೋಟಿ ವೆಚ್ಚದಲ್ಲಿ ಅಯೋಧ್ಯೆಯ ನಗರದಲ್ಲಿ ಅಭಿವೃದ್ಧಿ ಕಾಮಗಾರಿ ನಡೆಯುತ್ತಿವೆ. ರಾಮ ಮಂದಿರ ರಾಷ್ಟ್ರದ ಮಂದಿರವಾಗಿ ಎಲ್ಲ ಜನರನ್ನು ಒಗ್ಗೂಡಿಸುವ ಕೇಂದ್ರವಾಗಲಿ. ದೇಶದ ಐಕ್ಯತೆ ಮತ್ತು ಸಮಗ್ರತೆಗೆ ಇದು ಪ್ರೇರಣೆಯಾಗಲಿ. ಭಾರತದ ಪ್ರಾಚೀನ ಸಂಸ್ಕೃತಿಯ ಪ್ರತೀಕವಾಗಿ ಈ ಮಂದಿರ ವಿಶ್ವದ ಗಮನ ಸೆಳೆಯಲಿ ಎಂಬುದು ನಮ್ಮ ಆಶಯ.: [62, 992, 280, 1083]
- section-rule: [291, 1032, 892, 1033]
- page-header: [62, 52, 892, 74]
- left-column: [62, 78, 280, 1310]
- news-column-5: ಗುಂಡ್ಲುಪೇಟೆ, ಜ.27– ಶಾಮನೂರು ಶಿವಶಂಕರಪ್ಪ ಅವರನ್ನು ಪಕ್ಷದಿಂದ ಉಚ್ಚಾಟಿಸಬೇಕು ಎಂದು ಮಾಜಿ ಸಚಿವ ಹೆಚ್. ವಿಶ್ವನಾಥ್ ಆಗ್ರಹಿಸಿದರು. ಕಾಂಗ್ರೆಸ್ ಜೀವಂತವಾಗಿದ್ದರೆ ಕ್ರಮ ಕೈಗೊಳ್ಳಲಿ ಎಂದರು. ಪಕ್ಷದ ಶಿಸ್ತು ಎಲ್ಲರಿಗೂ ಒಂದೇ ಆಗಿರಬೇಕು.: [762, 1082, 892, 1116]
- brand-name: ಮೈಸೂರು ಮಿತ್ರ: [502, 53, 567, 68]
- photo-caption: ಹೆಚ್. ವಿಶ್ವನಾಥ್: [712, 1153, 748, 1160]
- author-role: ಉಪನ್ಯಾಸಕರು,: [351, 93, 387, 103]
- news-column-4: ಸಂಸ್ಥೆ, ಆರೋಪಿ ವಿರುದ್ಧ ಹೆಚ್ಚುವರಿ ಸಾಕ್ಷ್ಯಗಳನ್ನು ಸಲ್ಲಿಸಿತ್ತು. ವೈದ್ಯಕೀಯ ವರದಿ ಹಾಗೂ ಸಂತ್ರಸ್ತೆಯ ಹೇಳಿಕೆ ಆಧರಿಸಿ ನ್ಯಾಯಾಲಯ ತೀರ್ಮಾನಕ್ಕೆ ಬಂದಿದೆ. ಪೋಕ್ಸೋ ಪ್ರಕರಣಗಳನ್ನು ತ್ವರಿತವಾಗಿ ವಿಲೇವಾರಿ ಮಾಡಲು ಸರ್ಕಾರ ಕ್ರಮ ಕೈಗೊಂಡಿದೆ. ಮಕ್ಕಳ ಸುರಕ್ಷತೆಗೆ ಪೋಷಕರು ಜಾಗೃತರಾಗಿರಬೇಕು. ಪೋಕ್ಸೋ ಕಾಯ್ದೆ ಕುರಿತು ಜಾಗೃತಿ ಮೂಡಿಸುವ ಅಗತ್ಯವಿದೆ ಎಂದು ಅಧಿಕಾರಿಗಳು ತಿಳಿಸಿದ್ದಾರೆ.: [600, 1098, 694, 1176]
- article-subhead: ಹೋಲಿಕೆ ಮಾಡುವುದನ್ನು ಬಿಡಿ:: [717, 264, 784, 272]
- joke-line: ಗಂಡ : ಲೇ, ನಿನಗಿಂತ ಅಂಬಿಕಾ ಪ್ರಶ್ನ ಪ್ರಸಾರಿಸುತ್ತೀನಿ ನನಗಾಗಿಯ ಅದು ಅಡೆಯೋ ಆಗಿಲ್ಲಿ ನೀನೇ ಅಲ್ಲ ಬರೆಯುತ್ತಾ?: [69, 113, 263, 131]
- article-subhead: ಸಂಬಳಕ್ಕಾಗಿ ಕೆಲಸ ಮಾಡಬೇಡಿ: [296, 308, 356, 316]
- joke-line: ಹೆಂಡತಿ : ನಂಗೂ ಅಲ ಬಂದಾನು! ಅದೇ ಮೇಕಪ್ ಹಾಕಿ ವಿಚಿತ್ರವೇನಲ ಅಳಲಿಲ್ಲ ಅಷ್ಟೇ.: [69, 133, 255, 142]
- column-divider: [285, 78, 286, 1310]
- letter-item: [62, 966, 280, 1310]
- letter-item: [62, 756, 280, 966]
- news-headline-line2: ಮಲತಂದೆಗೆ 30 ವರ್ಷ ಜೈಲು ಶಿಕ್ಷೆ: [350, 1056, 554, 1076]
- news-story-headline: [296, 1036, 608, 1094]
